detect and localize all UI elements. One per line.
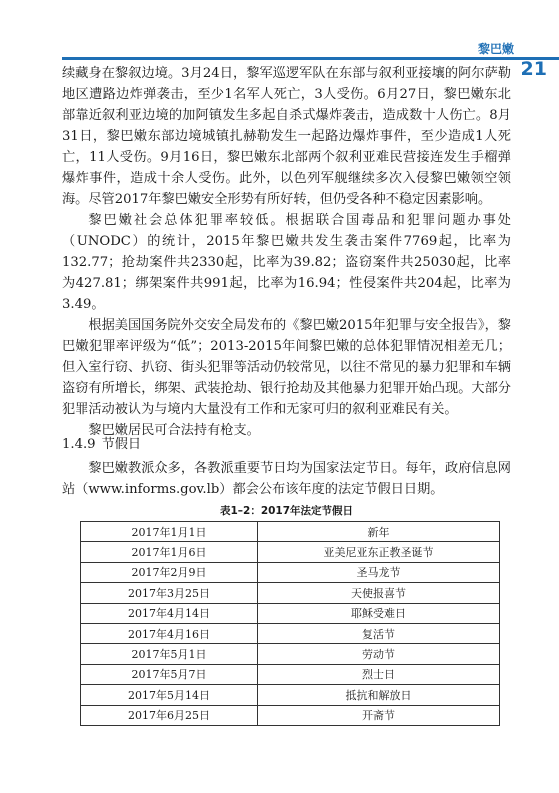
- holiday-name-cell: 劳动节: [258, 644, 500, 664]
- paragraph-us-report: 根据美国国务院外交安全局发布的《黎巴嫩2015年犯罪与安全报告》，黎巴嫩犯罪率评级为“低”；2013-2015年间黎巴嫩的总体犯罪情况相差无几；但入室行窃、扒窃、街头犯罪等活动仍较常见，以往不常见的暴力犯罪和车辆盗窃有所增长，绑架、武装抢劫、银行抢劫及其他暴力犯罪开始凸现。大部分犯罪活动被认为与境内大量没有工作和无家可归的叙利亚难民有关。: [62, 318, 511, 417]
- paragraph-continued: 续藏身在黎叙边境。3月24日，黎军巡逻军队在东部与叙利亚接壤的阿尔萨勒地区遭路边炸弹袭击，至少1名军人死亡，3人受伤。6月27日，黎巴嫩东北部靠近叙利亚边境的加阿镇发生多起自杀式爆炸袭击，造成数十人伤亡。8月31日，黎巴嫩东部边境城镇扎赫勒发生一起路边爆炸事件，至少造成1人死亡，11人受伤。9月16日，黎巴嫩东北部两个叙利亚难民营接连发生手榴弹爆炸事件，造成十余人受伤。此外，以色列军舰继续多次入侵黎巴嫩领空领海。尽管2017年黎巴嫩安全形势有所好转，但仍受各种不稳定因素影响。: [62, 66, 511, 207]
- holiday-name-cell: 复活节: [258, 623, 500, 643]
- table-row: [81, 623, 500, 643]
- table-row: [81, 705, 500, 725]
- holiday-name-cell: 烈士日: [258, 664, 500, 684]
- holiday-name-cell: 圣马龙节: [258, 562, 500, 582]
- page-number: 21: [520, 58, 547, 80]
- table-row: [81, 644, 500, 664]
- paragraph-crime-rate: 黎巴嫩社会总体犯罪率较低。根据联合国毒品和犯罪问题办事处（UNODC）的统计，2015年黎巴嫩共发生袭击案件7769起，比率为132.77；抢劫案件共2330起，比率为39.82；盗窃案件共25030起，比率为427.81；绑架案件共991起，比率为16.94；性侵案件共204起，比率为3.49。: [62, 213, 511, 312]
- holiday-name-cell: 耶稣受难日: [258, 603, 500, 623]
- holiday-date-cell: 2017年4月16日: [81, 623, 258, 643]
- header-rule: [62, 57, 559, 60]
- table-row: [81, 542, 500, 562]
- table-row: [81, 664, 500, 684]
- holidays-intro: [62, 458, 511, 500]
- section-heading: [62, 433, 141, 452]
- section-number: 1.4.9: [62, 437, 96, 452]
- table-caption: 表1–2：2017年法定节假日: [219, 505, 354, 517]
- holiday-date-cell: 2017年3月25日: [81, 583, 258, 603]
- holiday-name-cell: 新年: [258, 522, 500, 542]
- holiday-date-cell: 2017年1月1日: [81, 522, 258, 542]
- table-row: [81, 603, 500, 623]
- holiday-date-cell: 2017年5月14日: [81, 685, 258, 705]
- paragraph-holidays: 黎巴嫩教派众多，各教派重要节日均为国家法定节日。每年，政府信息网站（www.informs.gov.lb）都会公布该年度的法定节假日日期。: [62, 461, 511, 497]
- holiday-date-cell: 2017年5月1日: [81, 644, 258, 664]
- holiday-name-cell: 天使报喜节: [258, 583, 500, 603]
- table-row: [81, 562, 500, 582]
- table-row: [81, 685, 500, 705]
- holiday-date-cell: 2017年4月14日: [81, 603, 258, 623]
- holiday-name-cell: 抵抗和解放日: [258, 685, 500, 705]
- holiday-date-cell: 2017年5月7日: [81, 664, 258, 684]
- holiday-date-cell: 2017年6月25日: [81, 705, 258, 725]
- holiday-name-cell: 开斋节: [258, 705, 500, 725]
- section-title: 节假日: [101, 437, 142, 452]
- holidays-table: [80, 521, 500, 726]
- body-text: [62, 63, 511, 441]
- holiday-date-cell: 2017年1月6日: [81, 542, 258, 562]
- holiday-name-cell: 亚美尼亚东正教圣诞节: [258, 542, 500, 562]
- table-row: [81, 583, 500, 603]
- holiday-date-cell: 2017年2月9日: [81, 562, 258, 582]
- table-row: [81, 522, 500, 542]
- running-head: 黎巴嫩: [477, 42, 514, 56]
- paragraph-firearms: 黎巴嫩居民可合法持有枪支。: [88, 423, 260, 438]
